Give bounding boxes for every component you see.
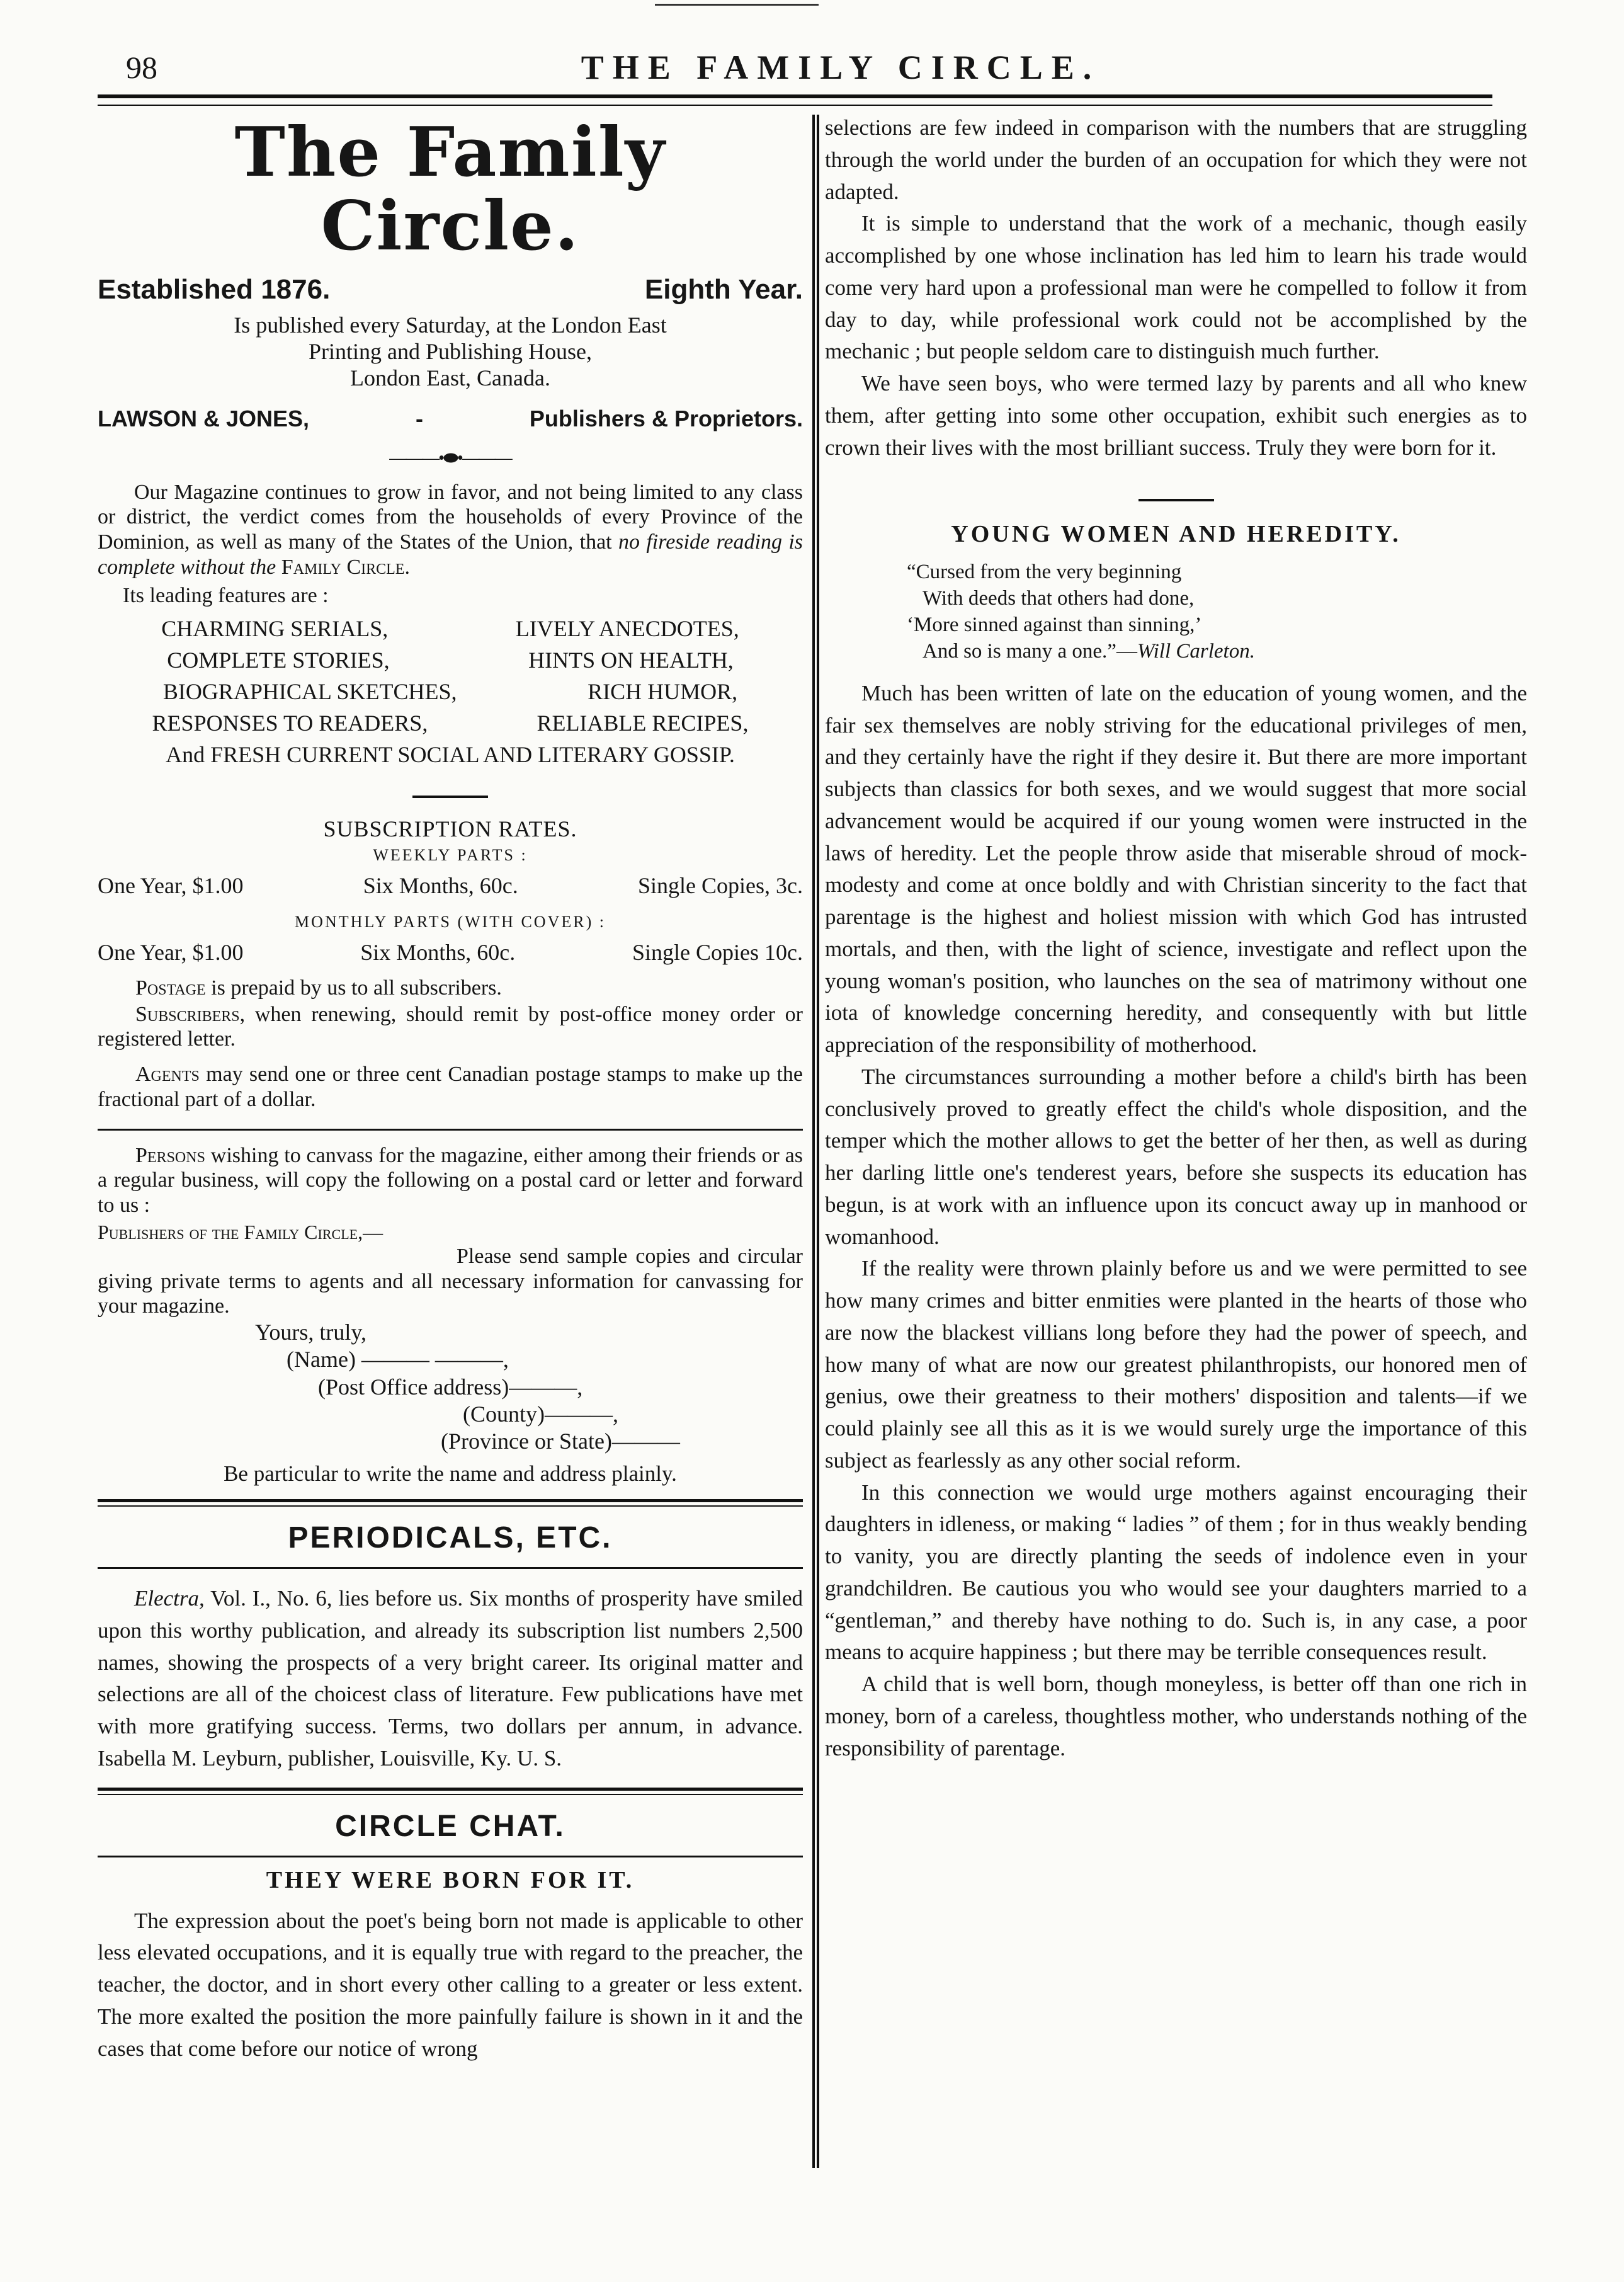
- canvass-lead: Persons: [135, 1143, 205, 1167]
- section-rule: [98, 1856, 803, 1857]
- established-text: Established 1876.: [98, 274, 331, 305]
- pub-line: London East, Canada.: [350, 365, 550, 391]
- canvass-paragraph: [98, 1143, 803, 1218]
- poem-line: “Cursed from the very beginning: [907, 561, 1182, 584]
- running-head: THE FAMILY CIRCLE.: [581, 48, 1101, 86]
- heredity-paragraph: If the reality were thrown plainly before us and we were permitted to see how many crimes and bitter enmities were planted in the hearts of those who are now the blackest villians long before they had the power of speech, and how many of what are now our greatest philanthropists, our honored men of genius, owe their greatness to their mothers' disposition and talents—if we could plainly see all this as it is we would surely urge the importance of this subject as fearlessly as any other social reform.: [825, 1256, 1527, 1473]
- weekly-rates: [98, 872, 803, 899]
- left-column: [98, 112, 803, 2065]
- canvass-request: Please send sample copies and circular giving private terms to agents and all necessary information for canvassing for your magazine.: [98, 1244, 803, 1318]
- feature-item: RELIABLE RECIPES,: [537, 710, 749, 736]
- heavy-rule: [98, 1788, 803, 1795]
- agents-note: [98, 1062, 803, 1112]
- publishers-role: Publishers & Proprietors.: [529, 405, 803, 431]
- ornament-divider-icon: ———•⬬•———: [389, 448, 511, 468]
- intro-smallcaps: Family Circle.: [281, 555, 410, 579]
- note-text: is prepaid by us to all subscribers.: [205, 976, 502, 1000]
- rate-cell: Single Copies, 3c.: [638, 872, 803, 898]
- poem-attribution: Will Carleton.: [1137, 639, 1255, 663]
- article-paragraph: The expression about the poet's being born not made is applicable to other less elevated occupations, and it is equally true with regard to the preacher, the teacher, the doctor, and in short every other calling to a greater or less extent. The more exalted the position the more painfully failure is shown in it and the cases that come before our notice of wrong: [98, 1908, 803, 2061]
- article-title: THEY WERE BORN FOR IT.: [266, 1866, 635, 1893]
- canvass-text: wishing to canvass for the magazine, either among their friends or as a regular business, will copy the following on a postal card or letter and forward to us :: [98, 1143, 803, 1218]
- form-province: (Province or State)———: [441, 1428, 680, 1454]
- periodicals-paragraph: [98, 1583, 803, 1775]
- rate-cell: One Year, $1.00: [98, 939, 244, 965]
- heredity-paragraph: Much has been written of late on the education of young women, and the fair sex themselves are nobly striving for the educational privileges of men, and they certainly have the right if they desire it. But there are more important subjects than classics for both sexes, and we would suggest that more social advancement would be acquired if our young women were instructed in the laws of heredity. Let the people throw aside that miserable shroud of mock-modesty and come at once boldly and with Christian sincerity to the fact that parentage is the highest and holiest mission with which God has intrusted mortals, and then, with the light of science, investigate and reflect upon the young woman's position, who launches on the sea of matrimony without one iota of knowledge concerning heredity, and consequently with but little appreciation of the responsibility of motherhood.: [825, 680, 1527, 1058]
- note-text: when renewing, should remit by post-office money order or registered letter.: [98, 1002, 803, 1051]
- short-divider: [1139, 499, 1214, 501]
- heredity-paragraph: The circumstances surrounding a mother before a child's birth has been conclusively proved to greatly effect the child's whole disposition, and the temper which the mother allows to get the better of her then, as well as during her darling little one's tenderest years, before she suspects its education has begun, is at work with an influence upon its concuct away up in manhood or womanhood.: [825, 1064, 1527, 1249]
- feature-item: COMPLETE STORIES,: [167, 647, 390, 673]
- periodical-text: Vol. I., No. 6, lies before us. Six months of prosperity have smiled upon this worthy publication, and already its subscription list numbers 2,500 names, showing the prospects of a very bright career. Its original matter and selections are all of the choicest class of literature. Few publications have met with more gratifying success. Terms, two dollars per annum, in advance. Isabella M. Leyburn, publisher, Louisville, Ky. U. S.: [98, 1586, 803, 1771]
- poem-line: With deeds that others had done,: [923, 587, 1195, 610]
- heredity-paragraph: In this connection we would urge mothers against encouraging their daughters in idleness, or making “ ladies ” of them ; for in thus weakly bending to vanity, you are directly planting the seeds of indolence even in your grandchildren. Be cautious you who would see your daughters married to a “gentleman,” and thereby have nothing to do. Such is, in any case, a poor means to acquire happiness ; but there may be terrible consequences result.: [825, 1480, 1527, 1665]
- article-paragraph: We have seen boys, who were termed lazy by parents and all who knew them, after getting into some other occupation, exhibit such energies as to crown their lives with the most brilliant success. Truly they were born for it.: [825, 371, 1527, 460]
- poem-text: And so is many a one.”—: [923, 639, 1137, 663]
- article-paragraph: selections are few indeed in comparison with the numbers that are struggling through the world under the burden of an occupation for which they were not adapted.: [825, 115, 1527, 204]
- note-lead: Agents: [135, 1063, 200, 1087]
- publishers-line: [98, 406, 803, 432]
- header-rule: [98, 94, 1492, 106]
- column-divider: [812, 115, 815, 2168]
- poem-line: [825, 639, 1527, 665]
- established-line: [98, 274, 803, 305]
- monthly-rates: [98, 939, 803, 966]
- section-rule: [98, 1129, 803, 1131]
- feature-item: HINTS ON HEALTH,: [528, 647, 734, 673]
- short-divider: [412, 796, 488, 798]
- weekly-label: WEEKLY PARTS :: [373, 845, 528, 864]
- pub-line: Is published every Saturday, at the London East: [234, 312, 667, 338]
- publishers-dash-icon: -: [415, 405, 423, 431]
- subscription-title: SUBSCRIPTION RATES.: [323, 816, 577, 841]
- page-header: [91, 44, 1590, 94]
- heavy-rule: [98, 1499, 803, 1507]
- form-post-office: (Post Office address)———,: [318, 1374, 583, 1400]
- form-county: (County)———,: [463, 1401, 618, 1427]
- feature-item: CHARMING SERIALS,: [161, 615, 389, 641]
- article-paragraph: It is simple to understand that the work of a mechanic, though easily accomplished by one whose inclination has led him to learn his trade would come very hard upon a professional man were he compelled to follow it from day to day, while professional work could not be accomplished by the mechanic ; but people seldom care to distinguish much further.: [825, 211, 1527, 364]
- publishers-names: LAWSON & JONES,: [98, 405, 310, 431]
- form-yours: Yours, truly,: [255, 1320, 367, 1345]
- feature-item: LIVELY ANECDOTES,: [515, 615, 739, 641]
- section-rule: [98, 1567, 803, 1569]
- note-lead: Subscribers,: [135, 1002, 246, 1026]
- form-name: (Name) ——— ———,: [287, 1347, 509, 1372]
- top-rule-fragment: [655, 4, 819, 6]
- features-list: [98, 613, 803, 770]
- periodicals-heading: PERIODICALS, ETC.: [288, 1521, 613, 1555]
- year-text: Eighth Year.: [644, 274, 803, 305]
- intro-italic: no fireside reading is complete without the: [98, 530, 803, 579]
- publication-info: [98, 312, 803, 391]
- feature-item: RICH HUMOR,: [588, 678, 738, 704]
- canvass-addressee: Publishers of the Family Circle,—: [98, 1220, 383, 1243]
- rate-cell: Single Copies 10c.: [632, 939, 803, 965]
- intro-text: Our Magazine continues to grow in favor, and not being limited to any class or district, the verdict comes from the households of every Province of the Dominion, as well as many of the States of the Union, that: [98, 480, 803, 554]
- postage-note: [98, 976, 803, 1001]
- poem-line: ‘More sinned against than sinning,’: [907, 613, 1202, 637]
- feature-item: RESPONSES TO READERS,: [152, 710, 428, 736]
- intro-paragraph: [98, 480, 803, 580]
- heredity-title: YOUNG WOMEN AND HEREDITY.: [951, 521, 1401, 548]
- note-lead: Postage: [135, 976, 206, 1000]
- epigraph-poem: [825, 559, 1527, 665]
- page-number: 98: [126, 50, 157, 85]
- features-label: Its leading features are :: [123, 583, 329, 607]
- subscribers-note: [98, 1002, 803, 1053]
- monthly-label: MONTHLY PARTS (WITH COVER) :: [295, 912, 606, 931]
- circle-chat-heading: CIRCLE CHAT.: [335, 1809, 565, 1843]
- pub-line: Printing and Publishing House,: [308, 339, 593, 365]
- rate-cell: Six Months, 60c.: [360, 939, 516, 965]
- feature-item: BIOGRAPHICAL SKETCHES,: [162, 678, 457, 704]
- rate-cell: Six Months, 60c.: [363, 872, 518, 898]
- periodical-name: Electra,: [134, 1586, 205, 1611]
- plainly-note: Be particular to write the name and address plainly.: [224, 1461, 677, 1486]
- note-text: may send one or three cent Canadian postage stamps to make up the fractional part of a dollar.: [98, 1063, 803, 1111]
- masthead-title: The Family Circle.: [234, 113, 666, 266]
- rate-cell: One Year, $1.00: [98, 872, 244, 898]
- feature-item: And FRESH CURRENT SOCIAL AND LITERARY GOSSIP.: [166, 741, 735, 767]
- heredity-paragraph: A child that is well born, though moneyless, is better off than one rich in money, born of a careless, thoughtless mother, who understands nothing of the responsibility of parentage.: [825, 1672, 1527, 1760]
- right-column: [825, 112, 1527, 1764]
